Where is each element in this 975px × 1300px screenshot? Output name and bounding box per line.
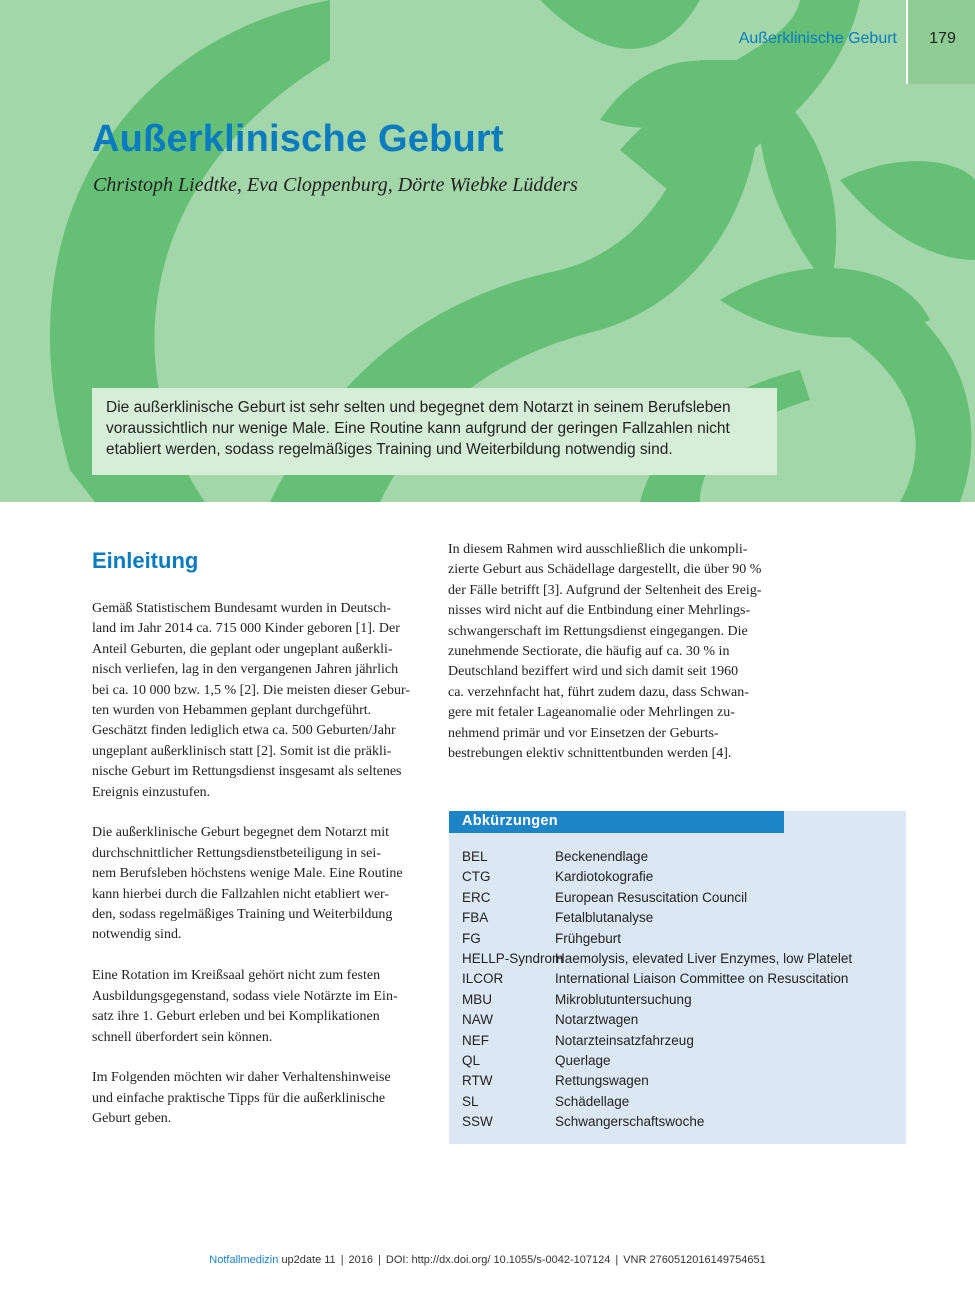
abbreviations-box	[449, 811, 906, 1144]
left-column-text	[92, 599, 432, 1130]
article-title: Außerklinische Geburt	[92, 118, 504, 160]
text-line: nische Geburt im Rettungsdienst insgesamt als seltenes	[92, 764, 402, 780]
abbreviations-list	[462, 849, 852, 1134]
text-line: Ausbildungsgegenstand, sodass viele Notärzte im Ein-	[92, 988, 398, 1004]
abbreviation-key: CTG	[462, 869, 491, 885]
abbreviation-row	[462, 849, 852, 869]
abbreviation-key: RTW	[462, 1073, 493, 1089]
paragraph-gap	[92, 946, 432, 966]
abbreviation-row	[462, 951, 852, 971]
abbreviation-row	[462, 1073, 852, 1093]
page-number: 179	[929, 30, 956, 47]
text-line: zierte Geburt aus Schädellage dargestellt, die über 90 %	[448, 562, 762, 578]
abbreviations-header	[449, 811, 784, 833]
section-heading: Einleitung	[92, 548, 199, 573]
abbreviation-meaning: Querlage	[555, 1052, 611, 1068]
text-line: den, sodass regelmäßiges Training und Weiterbildung	[92, 907, 393, 923]
text-line: bestrebungen elektiv schnittentbunden werden [4].	[448, 746, 732, 762]
text-line: ten wurden von Hebammen geplant durchgeführt.	[92, 703, 372, 719]
abbreviation-key: FG	[462, 930, 481, 946]
text-line: Die außerklinische Geburt begegnet dem Notarzt mit	[92, 825, 390, 841]
text-line: Ereignis einzustufen.	[92, 784, 211, 800]
text-line: nisses wird nicht auf die Entbindung einer Mehrlings-	[448, 603, 751, 619]
article-authors: Christoph Liedtke, Eva Cloppenburg, Dörte Wiebke Lüdders	[93, 174, 578, 196]
abbreviation-key: NEF	[462, 1032, 489, 1048]
text-line: bei ca. 10 000 bzw. 1,5 % [2]. Die meisten dieser Gebur-	[92, 682, 410, 698]
abbreviation-meaning: Mikroblutuntersuchung	[555, 991, 692, 1007]
footer-year: 2016	[348, 1254, 374, 1266]
text-line: zunehmende Sectiorate, die häufig auf ca. 30 % in	[448, 644, 730, 660]
text-line: schnell überfordert sein können.	[92, 1029, 273, 1045]
page-footer: Notfallmedizin up2date 11 | 2016 | DOI: http://dx.doi.org/ 10.1055/s-0042-107124 | VNR 2760512016149754651	[209, 1254, 766, 1266]
abbreviation-key: ERC	[462, 889, 491, 905]
text-line: und einfache praktische Tipps für die außerklinische	[92, 1090, 386, 1106]
abbreviation-row	[462, 931, 852, 951]
abbreviation-key: SSW	[462, 1114, 493, 1130]
abbreviation-row	[462, 910, 852, 930]
abbreviation-meaning: Kardiotokografie	[555, 869, 654, 885]
abbreviation-row	[462, 1094, 852, 1114]
abbreviation-row	[462, 992, 852, 1012]
text-line: Geburt geben.	[92, 1111, 172, 1127]
paragraph-gap	[92, 1048, 432, 1068]
abbreviation-row	[462, 1012, 852, 1032]
text-line: gere mit fetaler Lageanomalie oder Mehrlingen zu-	[448, 705, 735, 721]
abbreviation-row	[462, 869, 852, 889]
text-line: nehmend primär und vor Einsetzen der Geburts-	[448, 725, 719, 741]
text-line: der Fälle betrifft [3]. Aufgrund der Seltenheit des Ereig-	[448, 582, 762, 598]
abbreviation-meaning: European Resuscitation Council	[555, 889, 748, 905]
text-line: kann hierbei durch die Fallzahlen nicht etabliert wer-	[92, 886, 390, 902]
text-line: nem Berufsleben höchstens wenige Male. Eine Routine	[92, 866, 403, 882]
text-line: ungeplant außerklinisch statt [2]. Somit ist die präkli-	[92, 743, 392, 759]
text-line: satz ihre 1. Geburt erleben und bei Komplikationen	[92, 1009, 380, 1025]
abbreviation-row	[462, 1033, 852, 1053]
footer-doi: DOI: http://dx.doi.org/ 10.1055/s-0042-107124	[385, 1254, 611, 1266]
page-number-box	[906, 0, 975, 84]
text-line: ca. verzehnfacht hat, führt zudem dazu, dass Schwan-	[448, 684, 749, 700]
abbreviation-key: MBU	[462, 991, 492, 1007]
text-line: Anteil Geburten, die geplant oder ungeplant außerkli-	[92, 641, 393, 657]
abbreviation-key: BEL	[462, 849, 488, 864]
abbreviation-key: NAW	[462, 1012, 493, 1028]
abbreviation-key: FBA	[462, 910, 489, 926]
abbreviation-meaning: Beckenendlage	[555, 849, 649, 864]
abbreviation-row	[462, 890, 852, 910]
abbreviation-key: ILCOR	[462, 971, 504, 987]
abbreviations-title: Abkürzungen	[462, 813, 558, 829]
text-line: Gemäß Statistischem Bundesamt wurden in Deutsch-	[92, 601, 391, 616]
abbreviation-meaning: International Liaison Committee on Resuscitation	[555, 971, 849, 987]
text-line: land im Jahr 2014 ca. 715 000 Kinder geboren [1]. Der	[92, 621, 400, 637]
abbreviation-row	[462, 1053, 852, 1073]
text-line: Deutschland beziffert wird und sich damit seit 1960	[448, 664, 739, 680]
abbreviation-meaning: Schwangerschaftswoche	[555, 1114, 705, 1130]
abbreviation-key: SL	[462, 1093, 479, 1109]
abbreviation-meaning: Haemolysis, elevated Liver Enzymes, low Platelet	[555, 950, 853, 966]
text-line: schwangerschaft im Rettungsdienst eingegangen. Die	[448, 623, 748, 639]
abbreviation-meaning: Schädellage	[555, 1093, 630, 1109]
running-title: Außerklinische Geburt	[738, 30, 897, 47]
text-line: Im Folgenden möchten wir daher Verhaltenshinweise	[92, 1070, 391, 1086]
text-line: Geschätzt finden lediglich etwa ca. 500 Geburten/Jahr	[92, 723, 396, 739]
footer-series: up2date 11	[281, 1254, 336, 1266]
text-line: In diesem Rahmen wird ausschließlich die unkompli-	[448, 542, 748, 557]
paragraph-gap	[92, 803, 432, 823]
text-line: notwendig sind.	[92, 927, 182, 943]
abbreviation-row	[462, 1114, 852, 1134]
text-line: nisch verliefen, lag in den vergangenen Jahren jährlich	[92, 662, 399, 678]
abbreviation-meaning: Fetalblutanalyse	[555, 910, 654, 926]
footer-vnr: VNR 2760512016149754651	[623, 1254, 766, 1266]
abbreviation-meaning: Notarzteinsatzfahrzeug	[555, 1032, 694, 1048]
abbreviation-meaning: Frühgeburt	[555, 930, 622, 946]
text-line: Eine Rotation im Kreißsaal gehört nicht zum festen	[92, 968, 381, 984]
footer-journal: Notfallmedizin	[209, 1254, 279, 1266]
abbreviation-meaning: Notarztwagen	[555, 1012, 639, 1028]
text-line: durchschnittlicher Rettungsdienstbeteiligung in sei-	[92, 845, 381, 861]
right-column-text	[448, 540, 793, 764]
abbreviation-key: HELLP-Syndrom	[462, 950, 564, 966]
abbreviation-key: QL	[462, 1052, 481, 1068]
abstract-box: Die außerklinische Geburt ist sehr selten und begegnet dem Notarzt in seinem Berufsleben voraussichtlich nur wenige Male. Eine Routine kann aufgrund der geringen Fallzahlen nicht etabliert werden, sodass regelmäßiges Training und Weiterbildung notwendig sind.	[92, 388, 777, 475]
abbreviation-meaning: Rettungswagen	[555, 1073, 649, 1089]
abbreviation-row	[462, 971, 852, 991]
